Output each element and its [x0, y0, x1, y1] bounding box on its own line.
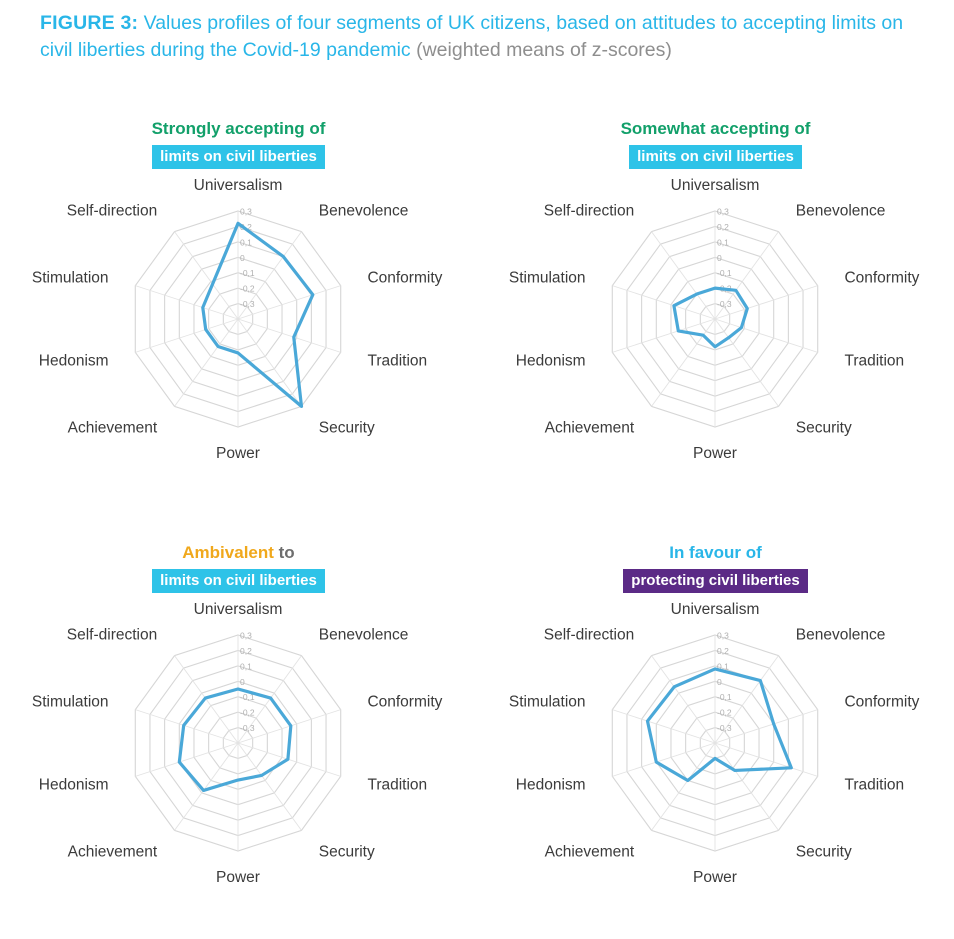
axis-label-benevolence: Benevolence [795, 202, 886, 220]
axis-label-hedonism: Hedonism [515, 352, 586, 370]
axis-label-tradition: Tradition [844, 776, 905, 794]
panel-title [0, 542, 477, 564]
panel-subtitle-badge: protecting civil liberties [623, 569, 807, 593]
axis-label-security: Security [795, 843, 852, 861]
radial-tick-label: 0,3 [717, 206, 729, 217]
radial-tick-label: -0,1 [717, 692, 732, 703]
radial-tick-label: 0,1 [240, 237, 252, 248]
axis-label-self-direction: Self-direction [66, 626, 158, 644]
axis-label-stimulation: Stimulation [508, 269, 586, 287]
radial-tick-label: 0,2 [240, 221, 252, 232]
panel-subtitle-badge: limits on civil liberties [152, 569, 325, 593]
axis-label-self-direction: Self-direction [66, 202, 158, 220]
radar-panel-strongly-accepting [0, 100, 477, 515]
axis-label-benevolence: Benevolence [318, 202, 409, 220]
radial-tick-label: 0,3 [240, 206, 252, 217]
axis-label-power: Power [216, 869, 260, 886]
axis-label-tradition: Tradition [367, 352, 428, 370]
axis-label-conformity: Conformity [844, 269, 920, 287]
radial-tick-label: -0,1 [240, 692, 255, 703]
radial-tick-label: 0 [240, 676, 245, 687]
figure-caption-parenthetical: (weighted means of z-scores) [416, 39, 672, 61]
panel-subtitle-badge: limits on civil liberties [152, 145, 325, 169]
panel-title [477, 542, 954, 564]
axis-label-self-direction: Self-direction [543, 626, 635, 644]
radial-tick-label: -0,2 [717, 283, 732, 294]
radar-panel-in-favour [477, 524, 954, 939]
radial-tick-label: 0,1 [240, 661, 252, 672]
axis-label-stimulation: Stimulation [31, 693, 109, 711]
axis-label-achievement: Achievement [544, 843, 635, 861]
axis-label-universalism: Universalism [193, 177, 283, 194]
axis-label-hedonism: Hedonism [38, 776, 109, 794]
radial-tick-label: 0 [717, 676, 722, 687]
axis-label-conformity: Conformity [844, 693, 920, 711]
panel-title-main: Strongly accepting of [151, 119, 326, 138]
panel-subtitle-wrap [477, 569, 954, 593]
axis-label-universalism: Universalism [670, 601, 760, 618]
radial-tick-label: 0,1 [717, 661, 729, 672]
figure-label: FIGURE 3: [40, 12, 139, 34]
axis-label-hedonism: Hedonism [515, 776, 586, 794]
panel-subtitle-badge: limits on civil liberties [629, 145, 802, 169]
radial-tick-label: -0,3 [240, 299, 255, 310]
axis-label-security: Security [795, 419, 852, 437]
radial-tick-label: -0,2 [240, 707, 255, 718]
radial-tick-label: 0,3 [240, 630, 252, 641]
radial-tick-label: -0,3 [240, 723, 255, 734]
axis-label-hedonism: Hedonism [38, 352, 109, 370]
axis-label-power: Power [693, 445, 737, 462]
axis-label-power: Power [216, 445, 260, 462]
radial-tick-label: -0,3 [717, 299, 732, 310]
radial-tick-label: 0 [717, 252, 722, 263]
radial-tick-label: 0,1 [717, 237, 729, 248]
axis-label-benevolence: Benevolence [318, 626, 409, 644]
axis-label-conformity: Conformity [367, 269, 443, 287]
radial-tick-label: -0,1 [240, 268, 255, 279]
axis-label-self-direction: Self-direction [543, 202, 635, 220]
radial-tick-label: -0,3 [717, 723, 732, 734]
radial-tick-label: 0 [240, 252, 245, 263]
axis-label-stimulation: Stimulation [31, 269, 109, 287]
radial-tick-label: -0,2 [240, 283, 255, 294]
panel-title-tail: to [273, 543, 295, 562]
panel-title-main: Ambivalent [182, 543, 274, 562]
figure-caption-main: Values profiles of four segments of UK citizens, based on attitudes to accepting limits on civil liberties during the Covid-19 pandemic [40, 12, 904, 61]
panel-title-main: In favour of [669, 543, 762, 562]
radar-panel-ambivalent [0, 524, 477, 939]
axis-label-tradition: Tradition [844, 352, 905, 370]
axis-label-security: Security [318, 843, 375, 861]
radar-panel-somewhat-accepting [477, 100, 954, 515]
axis-label-universalism: Universalism [193, 601, 283, 618]
axis-label-achievement: Achievement [67, 419, 158, 437]
radar-plot [477, 593, 954, 923]
axis-label-benevolence: Benevolence [795, 626, 886, 644]
radial-tick-label: 0,2 [240, 645, 252, 656]
panel-subtitle-wrap [0, 145, 477, 169]
radial-tick-label: 0,2 [717, 645, 729, 656]
radar-plot [0, 169, 477, 499]
axis-label-tradition: Tradition [367, 776, 428, 794]
panel-subtitle-wrap [0, 569, 477, 593]
radar-plot [0, 593, 477, 923]
radial-tick-label: 0,2 [717, 221, 729, 232]
radar-chart-grid [0, 100, 954, 930]
axis-label-achievement: Achievement [544, 419, 635, 437]
axis-label-security: Security [318, 419, 375, 437]
axis-label-power: Power [693, 869, 737, 886]
axis-label-conformity: Conformity [367, 693, 443, 711]
radial-tick-label: -0,1 [717, 268, 732, 279]
panel-title [0, 118, 477, 140]
radial-tick-label: 0,3 [717, 630, 729, 641]
panel-title-main: Somewhat accepting of [620, 119, 811, 138]
radar-plot [477, 169, 954, 499]
panel-subtitle-wrap [477, 145, 954, 169]
axis-label-stimulation: Stimulation [508, 693, 586, 711]
axis-label-achievement: Achievement [67, 843, 158, 861]
radial-tick-label: -0,2 [717, 707, 732, 718]
figure-caption [40, 10, 920, 64]
panel-title [477, 118, 954, 140]
axis-label-universalism: Universalism [670, 177, 760, 194]
